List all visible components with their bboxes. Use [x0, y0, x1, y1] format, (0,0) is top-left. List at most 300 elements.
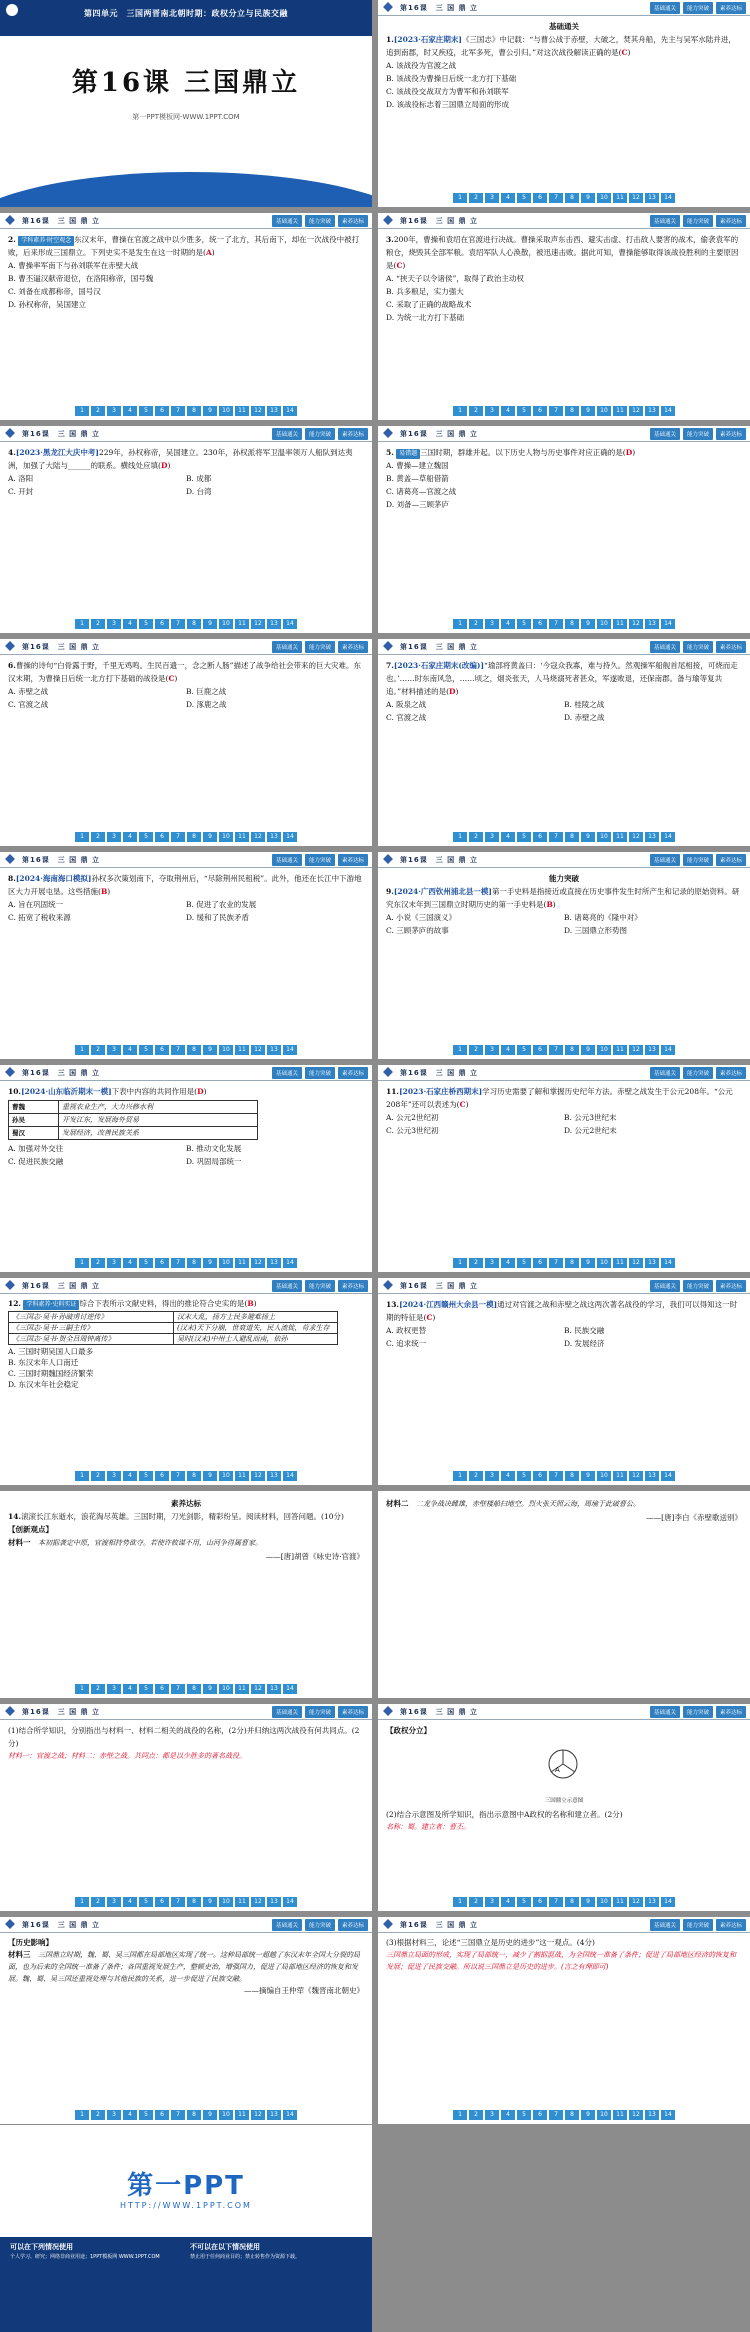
page-number-button[interactable]: 1	[75, 1684, 89, 1694]
page-number-button[interactable]: 1	[75, 619, 89, 629]
page-number-button[interactable]: 6	[533, 1258, 547, 1268]
page-number-button[interactable]: 14	[661, 406, 675, 416]
page-number-button[interactable]: 1	[75, 2110, 89, 2120]
btn-literacy[interactable]: 素养达标	[716, 215, 746, 227]
btn-ability[interactable]: 能力突破	[305, 215, 335, 227]
page-number-button[interactable]: 1	[75, 406, 89, 416]
page-number-button[interactable]: 11	[613, 1897, 627, 1907]
page-number-button[interactable]: 2	[91, 1897, 105, 1907]
page-number-button[interactable]: 11	[235, 832, 249, 842]
btn-ability[interactable]: 能力突破	[305, 854, 335, 866]
page-number-button[interactable]: 11	[235, 406, 249, 416]
page-number-button[interactable]: 14	[661, 1258, 675, 1268]
page-number-button[interactable]: 9	[581, 1897, 595, 1907]
page-number-button[interactable]: 8	[187, 1258, 201, 1268]
page-number-button[interactable]: 12	[251, 406, 265, 416]
page-number-button[interactable]: 9	[581, 1258, 595, 1268]
page-number-button[interactable]: 8	[187, 406, 201, 416]
page-number-button[interactable]: 12	[251, 2110, 265, 2120]
page-number-button[interactable]: 12	[251, 1045, 265, 1055]
page-number-button[interactable]: 1	[453, 1045, 467, 1055]
btn-literacy[interactable]: 素养达标	[716, 2, 746, 14]
page-number-button[interactable]: 1	[453, 1258, 467, 1268]
btn-basic[interactable]: 基础通关	[272, 1280, 302, 1292]
page-number-button[interactable]: 13	[267, 1684, 281, 1694]
page-number-button[interactable]: 6	[155, 1045, 169, 1055]
page-number-button[interactable]: 12	[251, 1471, 265, 1481]
page-number-button[interactable]: 7	[171, 1684, 185, 1694]
page-number-button[interactable]: 5	[517, 1258, 531, 1268]
page-number-button[interactable]: 11	[235, 2110, 249, 2120]
page-number-button[interactable]: 4	[501, 406, 515, 416]
page-number-button[interactable]: 9	[203, 619, 217, 629]
btn-ability[interactable]: 能力突破	[305, 1280, 335, 1292]
page-number-button[interactable]: 9	[203, 406, 217, 416]
page-number-button[interactable]: 2	[91, 619, 105, 629]
btn-ability[interactable]: 能力突破	[683, 2, 713, 14]
page-number-button[interactable]: 1	[453, 832, 467, 842]
btn-ability[interactable]: 能力突破	[305, 1919, 335, 1931]
page-number-button[interactable]: 7	[171, 1897, 185, 1907]
page-number-button[interactable]: 2	[91, 1471, 105, 1481]
page-number-button[interactable]: 14	[283, 2110, 297, 2120]
page-number-button[interactable]: 3	[485, 2110, 499, 2120]
page-number-button[interactable]: 4	[123, 1471, 137, 1481]
page-number-button[interactable]: 1	[453, 2110, 467, 2120]
page-number-button[interactable]: 4	[123, 1045, 137, 1055]
page-number-button[interactable]: 7	[171, 1045, 185, 1055]
page-number-button[interactable]: 2	[469, 2110, 483, 2120]
page-number-button[interactable]: 9	[203, 1045, 217, 1055]
page-number-button[interactable]: 13	[267, 1258, 281, 1268]
btn-literacy[interactable]: 素养达标	[716, 1067, 746, 1079]
page-number-button[interactable]: 14	[661, 1045, 675, 1055]
page-number-button[interactable]: 14	[283, 1897, 297, 1907]
page-number-button[interactable]: 6	[533, 1045, 547, 1055]
page-number-button[interactable]: 3	[485, 1897, 499, 1907]
page-number-button[interactable]: 4	[123, 1684, 137, 1694]
page-number-button[interactable]: 11	[613, 193, 627, 203]
page-number-button[interactable]: 4	[501, 1471, 515, 1481]
page-number-button[interactable]: 3	[107, 406, 121, 416]
page-number-button[interactable]: 7	[171, 2110, 185, 2120]
page-number-button[interactable]: 4	[123, 1258, 137, 1268]
page-nav[interactable]	[378, 1045, 750, 1055]
page-number-button[interactable]: 8	[565, 1045, 579, 1055]
page-number-button[interactable]: 8	[565, 1897, 579, 1907]
page-number-button[interactable]: 3	[485, 1045, 499, 1055]
page-number-button[interactable]: 6	[155, 2110, 169, 2120]
page-number-button[interactable]: 4	[501, 193, 515, 203]
btn-basic[interactable]: 基础通关	[272, 1919, 302, 1931]
page-number-button[interactable]: 5	[517, 1471, 531, 1481]
page-number-button[interactable]: 3	[107, 1471, 121, 1481]
page-nav[interactable]	[378, 832, 750, 842]
page-number-button[interactable]: 8	[565, 193, 579, 203]
page-number-button[interactable]: 10	[597, 1258, 611, 1268]
page-number-button[interactable]: 14	[283, 1471, 297, 1481]
page-number-button[interactable]: 6	[533, 406, 547, 416]
page-number-button[interactable]: 3	[485, 1258, 499, 1268]
page-number-button[interactable]: 14	[661, 193, 675, 203]
page-number-button[interactable]: 7	[171, 1471, 185, 1481]
page-number-button[interactable]: 4	[501, 832, 515, 842]
page-nav[interactable]	[0, 1045, 372, 1055]
page-nav[interactable]	[378, 1897, 750, 1907]
page-number-button[interactable]: 8	[187, 1684, 201, 1694]
page-number-button[interactable]: 1	[453, 1897, 467, 1907]
page-number-button[interactable]: 5	[139, 1684, 153, 1694]
page-number-button[interactable]: 10	[597, 619, 611, 629]
page-number-button[interactable]: 9	[581, 832, 595, 842]
page-number-button[interactable]: 13	[645, 1258, 659, 1268]
page-number-button[interactable]: 14	[661, 1897, 675, 1907]
page-number-button[interactable]: 5	[139, 1258, 153, 1268]
page-number-button[interactable]: 6	[155, 619, 169, 629]
btn-basic[interactable]: 基础通关	[272, 854, 302, 866]
page-number-button[interactable]: 13	[645, 406, 659, 416]
page-number-button[interactable]: 13	[267, 406, 281, 416]
btn-literacy[interactable]: 素养达标	[338, 1919, 368, 1931]
page-number-button[interactable]: 10	[219, 1897, 233, 1907]
page-number-button[interactable]: 1	[75, 1897, 89, 1907]
page-nav[interactable]	[0, 619, 372, 629]
btn-ability[interactable]: 能力突破	[683, 1919, 713, 1931]
btn-basic[interactable]: 基础通关	[650, 1280, 680, 1292]
page-nav[interactable]	[0, 406, 372, 416]
page-number-button[interactable]: 10	[219, 406, 233, 416]
btn-basic[interactable]: 基础通关	[272, 1067, 302, 1079]
page-number-button[interactable]: 6	[533, 832, 547, 842]
page-number-button[interactable]: 12	[251, 832, 265, 842]
page-number-button[interactable]: 14	[283, 406, 297, 416]
btn-basic[interactable]: 基础通关	[650, 1919, 680, 1931]
page-number-button[interactable]: 3	[107, 1684, 121, 1694]
page-number-button[interactable]: 4	[501, 1045, 515, 1055]
page-number-button[interactable]: 8	[565, 2110, 579, 2120]
page-number-button[interactable]: 3	[485, 406, 499, 416]
page-number-button[interactable]: 12	[629, 193, 643, 203]
page-number-button[interactable]: 2	[469, 619, 483, 629]
page-number-button[interactable]: 8	[187, 1471, 201, 1481]
page-number-button[interactable]: 5	[139, 1897, 153, 1907]
page-number-button[interactable]: 1	[453, 1471, 467, 1481]
page-number-button[interactable]: 2	[91, 832, 105, 842]
page-number-button[interactable]: 4	[123, 832, 137, 842]
page-number-button[interactable]: 6	[155, 406, 169, 416]
page-nav[interactable]	[0, 1471, 372, 1481]
page-number-button[interactable]: 13	[267, 1045, 281, 1055]
page-number-button[interactable]: 9	[581, 2110, 595, 2120]
page-number-button[interactable]: 12	[629, 2110, 643, 2120]
page-number-button[interactable]: 5	[139, 832, 153, 842]
btn-literacy[interactable]: 素养达标	[716, 854, 746, 866]
page-number-button[interactable]: 3	[485, 1471, 499, 1481]
btn-basic[interactable]: 基础通关	[650, 854, 680, 866]
btn-ability[interactable]: 能力突破	[305, 1706, 335, 1718]
btn-ability[interactable]: 能力突破	[683, 428, 713, 440]
page-number-button[interactable]: 4	[123, 2110, 137, 2120]
page-number-button[interactable]: 11	[235, 1897, 249, 1907]
page-number-button[interactable]: 13	[645, 619, 659, 629]
page-number-button[interactable]: 7	[171, 832, 185, 842]
page-number-button[interactable]: 12	[251, 1684, 265, 1694]
page-number-button[interactable]: 1	[75, 832, 89, 842]
page-number-button[interactable]: 5	[517, 832, 531, 842]
page-number-button[interactable]: 7	[549, 1258, 563, 1268]
page-number-button[interactable]: 8	[187, 2110, 201, 2120]
page-number-button[interactable]: 4	[501, 619, 515, 629]
page-number-button[interactable]: 3	[485, 832, 499, 842]
page-number-button[interactable]: 11	[235, 619, 249, 629]
page-number-button[interactable]: 3	[107, 832, 121, 842]
page-number-button[interactable]: 12	[251, 619, 265, 629]
page-number-button[interactable]: 12	[629, 1471, 643, 1481]
btn-ability[interactable]: 能力突破	[683, 854, 713, 866]
page-number-button[interactable]: 10	[597, 2110, 611, 2120]
page-number-button[interactable]: 7	[549, 1471, 563, 1481]
page-number-button[interactable]: 10	[597, 1897, 611, 1907]
btn-basic[interactable]: 基础通关	[272, 428, 302, 440]
page-number-button[interactable]: 10	[597, 832, 611, 842]
page-number-button[interactable]: 11	[613, 1258, 627, 1268]
page-number-button[interactable]: 6	[155, 1897, 169, 1907]
page-number-button[interactable]: 6	[533, 1471, 547, 1481]
page-number-button[interactable]: 10	[219, 1258, 233, 1268]
page-number-button[interactable]: 9	[203, 1471, 217, 1481]
page-number-button[interactable]: 7	[549, 1045, 563, 1055]
page-number-button[interactable]: 6	[533, 619, 547, 629]
page-nav[interactable]	[0, 1258, 372, 1268]
page-number-button[interactable]: 11	[613, 1471, 627, 1481]
btn-literacy[interactable]: 素养达标	[716, 1280, 746, 1292]
page-number-button[interactable]: 6	[155, 1684, 169, 1694]
btn-literacy[interactable]: 素养达标	[338, 641, 368, 653]
page-number-button[interactable]: 5	[517, 406, 531, 416]
btn-ability[interactable]: 能力突破	[683, 1706, 713, 1718]
page-nav[interactable]	[0, 1897, 372, 1907]
page-nav[interactable]	[378, 1471, 750, 1481]
page-nav[interactable]	[0, 832, 372, 842]
btn-ability[interactable]: 能力突破	[305, 428, 335, 440]
btn-basic[interactable]: 基础通关	[650, 1706, 680, 1718]
btn-literacy[interactable]: 素养达标	[338, 854, 368, 866]
page-number-button[interactable]: 5	[139, 406, 153, 416]
page-number-button[interactable]: 9	[581, 619, 595, 629]
btn-basic[interactable]: 基础通关	[650, 2, 680, 14]
page-number-button[interactable]: 2	[469, 193, 483, 203]
btn-literacy[interactable]: 素养达标	[716, 1706, 746, 1718]
btn-basic[interactable]: 基础通关	[272, 1706, 302, 1718]
page-number-button[interactable]: 10	[219, 1471, 233, 1481]
page-number-button[interactable]: 12	[251, 1258, 265, 1268]
page-number-button[interactable]: 10	[219, 832, 233, 842]
page-number-button[interactable]: 6	[533, 1897, 547, 1907]
page-number-button[interactable]: 7	[549, 2110, 563, 2120]
page-number-button[interactable]: 1	[453, 406, 467, 416]
page-number-button[interactable]: 6	[533, 193, 547, 203]
page-number-button[interactable]: 11	[235, 1471, 249, 1481]
page-number-button[interactable]: 9	[203, 832, 217, 842]
page-number-button[interactable]: 1	[75, 1045, 89, 1055]
page-number-button[interactable]: 10	[219, 2110, 233, 2120]
page-nav[interactable]	[378, 406, 750, 416]
page-number-button[interactable]: 9	[203, 2110, 217, 2120]
page-number-button[interactable]: 7	[171, 619, 185, 629]
page-number-button[interactable]: 13	[267, 1471, 281, 1481]
page-number-button[interactable]: 4	[123, 1897, 137, 1907]
page-number-button[interactable]: 9	[581, 193, 595, 203]
page-number-button[interactable]: 11	[613, 2110, 627, 2120]
page-number-button[interactable]: 14	[283, 832, 297, 842]
page-number-button[interactable]: 14	[283, 1684, 297, 1694]
btn-ability[interactable]: 能力突破	[683, 215, 713, 227]
page-number-button[interactable]: 11	[235, 1684, 249, 1694]
page-number-button[interactable]: 13	[645, 832, 659, 842]
page-number-button[interactable]: 2	[91, 2110, 105, 2120]
page-number-button[interactable]: 2	[469, 406, 483, 416]
page-number-button[interactable]: 9	[203, 1684, 217, 1694]
btn-ability[interactable]: 能力突破	[305, 641, 335, 653]
page-nav[interactable]	[378, 619, 750, 629]
page-number-button[interactable]: 12	[629, 832, 643, 842]
page-number-button[interactable]: 7	[171, 1258, 185, 1268]
page-number-button[interactable]: 4	[123, 619, 137, 629]
page-number-button[interactable]: 6	[533, 2110, 547, 2120]
page-number-button[interactable]: 7	[549, 406, 563, 416]
btn-ability[interactable]: 能力突破	[683, 641, 713, 653]
page-number-button[interactable]: 9	[203, 1897, 217, 1907]
page-number-button[interactable]: 2	[91, 1684, 105, 1694]
btn-literacy[interactable]: 素养达标	[338, 1280, 368, 1292]
page-number-button[interactable]: 8	[187, 1897, 201, 1907]
page-number-button[interactable]: 3	[107, 1045, 121, 1055]
btn-basic[interactable]: 基础通关	[650, 428, 680, 440]
page-number-button[interactable]: 2	[469, 1897, 483, 1907]
page-number-button[interactable]: 4	[501, 1897, 515, 1907]
page-number-button[interactable]: 3	[485, 619, 499, 629]
page-number-button[interactable]: 11	[613, 406, 627, 416]
btn-ability[interactable]: 能力突破	[683, 1067, 713, 1079]
page-number-button[interactable]: 14	[661, 2110, 675, 2120]
page-number-button[interactable]: 5	[139, 1045, 153, 1055]
page-number-button[interactable]: 9	[581, 406, 595, 416]
page-number-button[interactable]: 7	[171, 406, 185, 416]
page-number-button[interactable]: 13	[645, 2110, 659, 2120]
page-number-button[interactable]: 1	[75, 1471, 89, 1481]
page-nav[interactable]	[378, 2110, 750, 2120]
page-nav[interactable]	[378, 1258, 750, 1268]
page-number-button[interactable]: 10	[597, 1471, 611, 1481]
page-number-button[interactable]: 13	[267, 619, 281, 629]
page-number-button[interactable]: 12	[629, 1897, 643, 1907]
btn-literacy[interactable]: 素养达标	[338, 1067, 368, 1079]
page-number-button[interactable]: 10	[597, 1045, 611, 1055]
page-number-button[interactable]: 9	[581, 1045, 595, 1055]
page-number-button[interactable]: 12	[629, 619, 643, 629]
page-number-button[interactable]: 14	[661, 832, 675, 842]
page-number-button[interactable]: 3	[107, 1258, 121, 1268]
page-number-button[interactable]: 5	[139, 1471, 153, 1481]
page-number-button[interactable]: 9	[203, 1258, 217, 1268]
page-number-button[interactable]: 8	[565, 406, 579, 416]
page-nav[interactable]	[0, 1684, 372, 1694]
page-number-button[interactable]: 4	[501, 2110, 515, 2120]
page-number-button[interactable]: 7	[549, 832, 563, 842]
page-number-button[interactable]: 2	[469, 832, 483, 842]
page-number-button[interactable]: 2	[469, 1045, 483, 1055]
page-number-button[interactable]: 2	[91, 1045, 105, 1055]
page-number-button[interactable]: 13	[645, 1045, 659, 1055]
page-number-button[interactable]: 14	[283, 1045, 297, 1055]
page-number-button[interactable]: 10	[219, 1045, 233, 1055]
page-number-button[interactable]: 2	[91, 406, 105, 416]
btn-basic[interactable]: 基础通关	[272, 215, 302, 227]
page-number-button[interactable]: 5	[517, 619, 531, 629]
page-number-button[interactable]: 13	[645, 1897, 659, 1907]
page-number-button[interactable]: 14	[283, 619, 297, 629]
btn-basic[interactable]: 基础通关	[650, 215, 680, 227]
page-number-button[interactable]: 6	[155, 1258, 169, 1268]
page-number-button[interactable]: 12	[251, 1897, 265, 1907]
page-number-button[interactable]: 5	[517, 2110, 531, 2120]
page-number-button[interactable]: 11	[235, 1045, 249, 1055]
page-number-button[interactable]: 5	[517, 1897, 531, 1907]
page-number-button[interactable]: 13	[645, 193, 659, 203]
page-number-button[interactable]: 7	[549, 1897, 563, 1907]
page-number-button[interactable]: 8	[565, 1258, 579, 1268]
page-number-button[interactable]: 10	[219, 1684, 233, 1694]
page-number-button[interactable]: 2	[469, 1258, 483, 1268]
page-number-button[interactable]: 2	[91, 1258, 105, 1268]
page-number-button[interactable]: 14	[661, 1471, 675, 1481]
page-number-button[interactable]: 8	[187, 619, 201, 629]
page-number-button[interactable]: 12	[629, 406, 643, 416]
page-number-button[interactable]: 6	[155, 1471, 169, 1481]
page-nav[interactable]	[0, 2110, 372, 2120]
page-number-button[interactable]: 13	[267, 1897, 281, 1907]
page-number-button[interactable]: 3	[107, 2110, 121, 2120]
btn-literacy[interactable]: 素养达标	[338, 1706, 368, 1718]
page-number-button[interactable]: 14	[283, 1258, 297, 1268]
page-number-button[interactable]: 1	[453, 619, 467, 629]
page-number-button[interactable]: 10	[219, 619, 233, 629]
page-number-button[interactable]: 3	[107, 1897, 121, 1907]
page-number-button[interactable]: 4	[123, 406, 137, 416]
page-number-button[interactable]: 11	[613, 832, 627, 842]
page-number-button[interactable]: 13	[267, 2110, 281, 2120]
page-number-button[interactable]: 14	[661, 619, 675, 629]
page-number-button[interactable]: 3	[485, 193, 499, 203]
btn-basic[interactable]: 基础通关	[650, 641, 680, 653]
page-number-button[interactable]: 5	[517, 1045, 531, 1055]
page-number-button[interactable]: 9	[581, 1471, 595, 1481]
page-number-button[interactable]: 12	[629, 1045, 643, 1055]
page-number-button[interactable]: 5	[139, 619, 153, 629]
page-nav[interactable]	[378, 193, 750, 203]
page-number-button[interactable]: 5	[139, 2110, 153, 2120]
page-number-button[interactable]: 1	[75, 1258, 89, 1268]
page-number-button[interactable]: 11	[235, 1258, 249, 1268]
page-number-button[interactable]: 6	[155, 832, 169, 842]
page-number-button[interactable]: 8	[187, 1045, 201, 1055]
page-number-button[interactable]: 7	[549, 619, 563, 629]
btn-basic[interactable]: 基础通关	[272, 641, 302, 653]
page-number-button[interactable]: 5	[517, 193, 531, 203]
page-number-button[interactable]: 13	[267, 832, 281, 842]
btn-ability[interactable]: 能力突破	[305, 1067, 335, 1079]
page-number-button[interactable]: 10	[597, 406, 611, 416]
